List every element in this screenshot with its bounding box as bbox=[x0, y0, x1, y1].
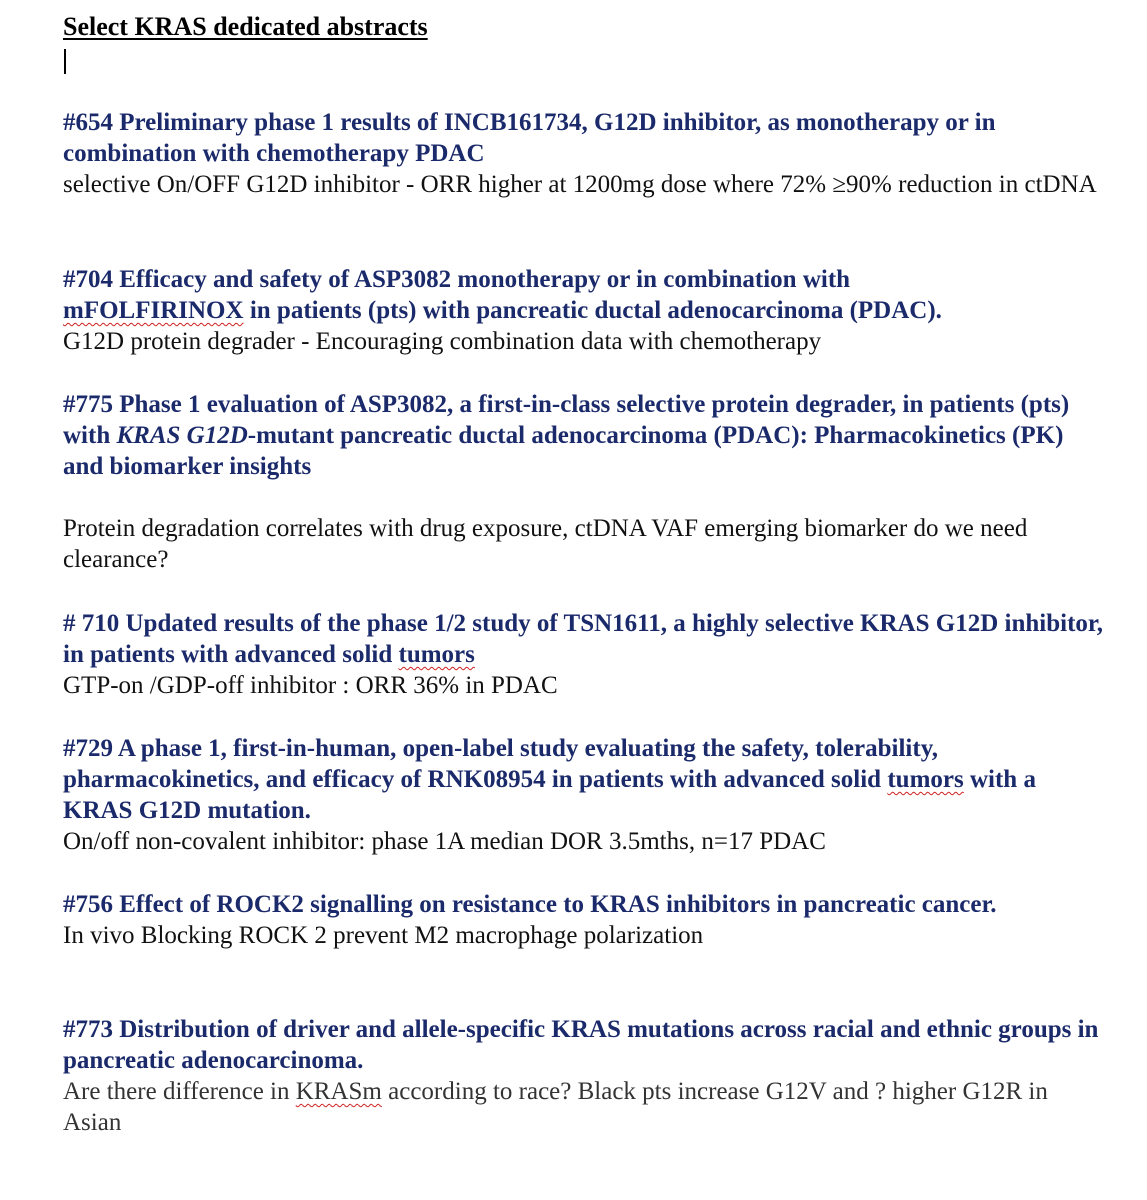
abstract-heading: #773 Distribution of driver and allele-specific KRAS mutations across racial and ethnic groups in pancreatic adenocarcinoma. bbox=[63, 1016, 1099, 1074]
heading-text: with a KRAS G12D mutation. bbox=[63, 766, 1036, 824]
abstract-heading bbox=[63, 733, 1103, 826]
abstract-entry-710 bbox=[63, 608, 1103, 701]
note-text: Are there difference in bbox=[63, 1078, 296, 1105]
heading-text: -mutant pancreatic ductal adenocarcinoma (PDAC): Pharmacokinetics (PK) and biomarker insights bbox=[63, 422, 1064, 480]
abstract-note bbox=[63, 1076, 1103, 1138]
heading-text: in patients (pts) with pancreatic ductal adenocarcinoma (PDAC). bbox=[243, 297, 942, 324]
abstract-heading bbox=[63, 264, 1103, 326]
abstract-heading bbox=[63, 608, 1103, 670]
abstract-heading bbox=[63, 389, 1103, 482]
abstract-entry-756 bbox=[63, 889, 1103, 951]
heading-text: #704 Efficacy and safety of ASP3082 monotherapy or in combination with bbox=[63, 266, 851, 293]
abstract-entry-773 bbox=[63, 1014, 1103, 1138]
abstract-heading: #654 Preliminary phase 1 results of INCB161734, G12D inhibitor, as monotherapy or in combination with chemotherapy PDAC bbox=[63, 109, 996, 167]
spellcheck-flagged-word[interactable]: mFOLFIRINOX bbox=[63, 297, 244, 324]
heading-text: #775 Phase 1 evaluation of ASP3082, a first-in-class selective protein degrader, in patients (pts) with bbox=[63, 391, 1070, 449]
abstract-entry-775 bbox=[63, 389, 1103, 575]
heading-text: # 710 Updated results of the phase 1/2 study of TSN1611, a highly selective KRAS G12D inhibitor, in patients with advanced solid bbox=[63, 610, 1103, 668]
abstract-heading: #756 Effect of ROCK2 signalling on resistance to KRAS inhibitors in pancreatic cancer. bbox=[63, 891, 997, 918]
abstract-note: Protein degradation correlates with drug exposure, ctDNA VAF emerging biomarker do we need clearance? bbox=[63, 515, 1028, 573]
abstract-entry-654 bbox=[63, 107, 1103, 200]
abstract-note: G12D protein degrader - Encouraging combination data with chemotherapy bbox=[63, 328, 822, 355]
spellcheck-flagged-word[interactable]: KRASm bbox=[295, 1078, 382, 1105]
spellcheck-flagged-word[interactable]: tumors bbox=[398, 641, 475, 668]
abstract-note: In vivo Blocking ROCK 2 prevent M2 macrophage polarization bbox=[63, 922, 704, 949]
spellcheck-flagged-word[interactable]: tumors bbox=[887, 766, 964, 793]
abstract-entry-729 bbox=[63, 733, 1103, 857]
text-cursor bbox=[64, 49, 66, 74]
heading-text: #729 A phase 1, first-in-human, open-label study evaluating the safety, tolerability, pharmacokinetics, and efficacy of RNK08954 in patients with advanced solid bbox=[63, 735, 939, 793]
abstract-note: selective On/OFF G12D inhibitor - ORR higher at 1200mg dose where 72% ≥90% reduction in ctDNA bbox=[63, 171, 1097, 198]
abstract-note: On/off non-covalent inhibitor: phase 1A median DOR 3.5mths, n=17 PDAC bbox=[63, 828, 826, 855]
heading-italic-gene: KRAS G12D bbox=[116, 422, 248, 449]
document-title: Select KRAS dedicated abstracts bbox=[63, 12, 428, 41]
abstract-note: GTP-on /GDP-off inhibitor : ORR 36% in PDAC bbox=[63, 672, 558, 699]
note-text: according to race? Black pts increase G12V and ? higher G12R in Asian bbox=[63, 1078, 1048, 1136]
abstract-entry-704 bbox=[63, 264, 1103, 357]
